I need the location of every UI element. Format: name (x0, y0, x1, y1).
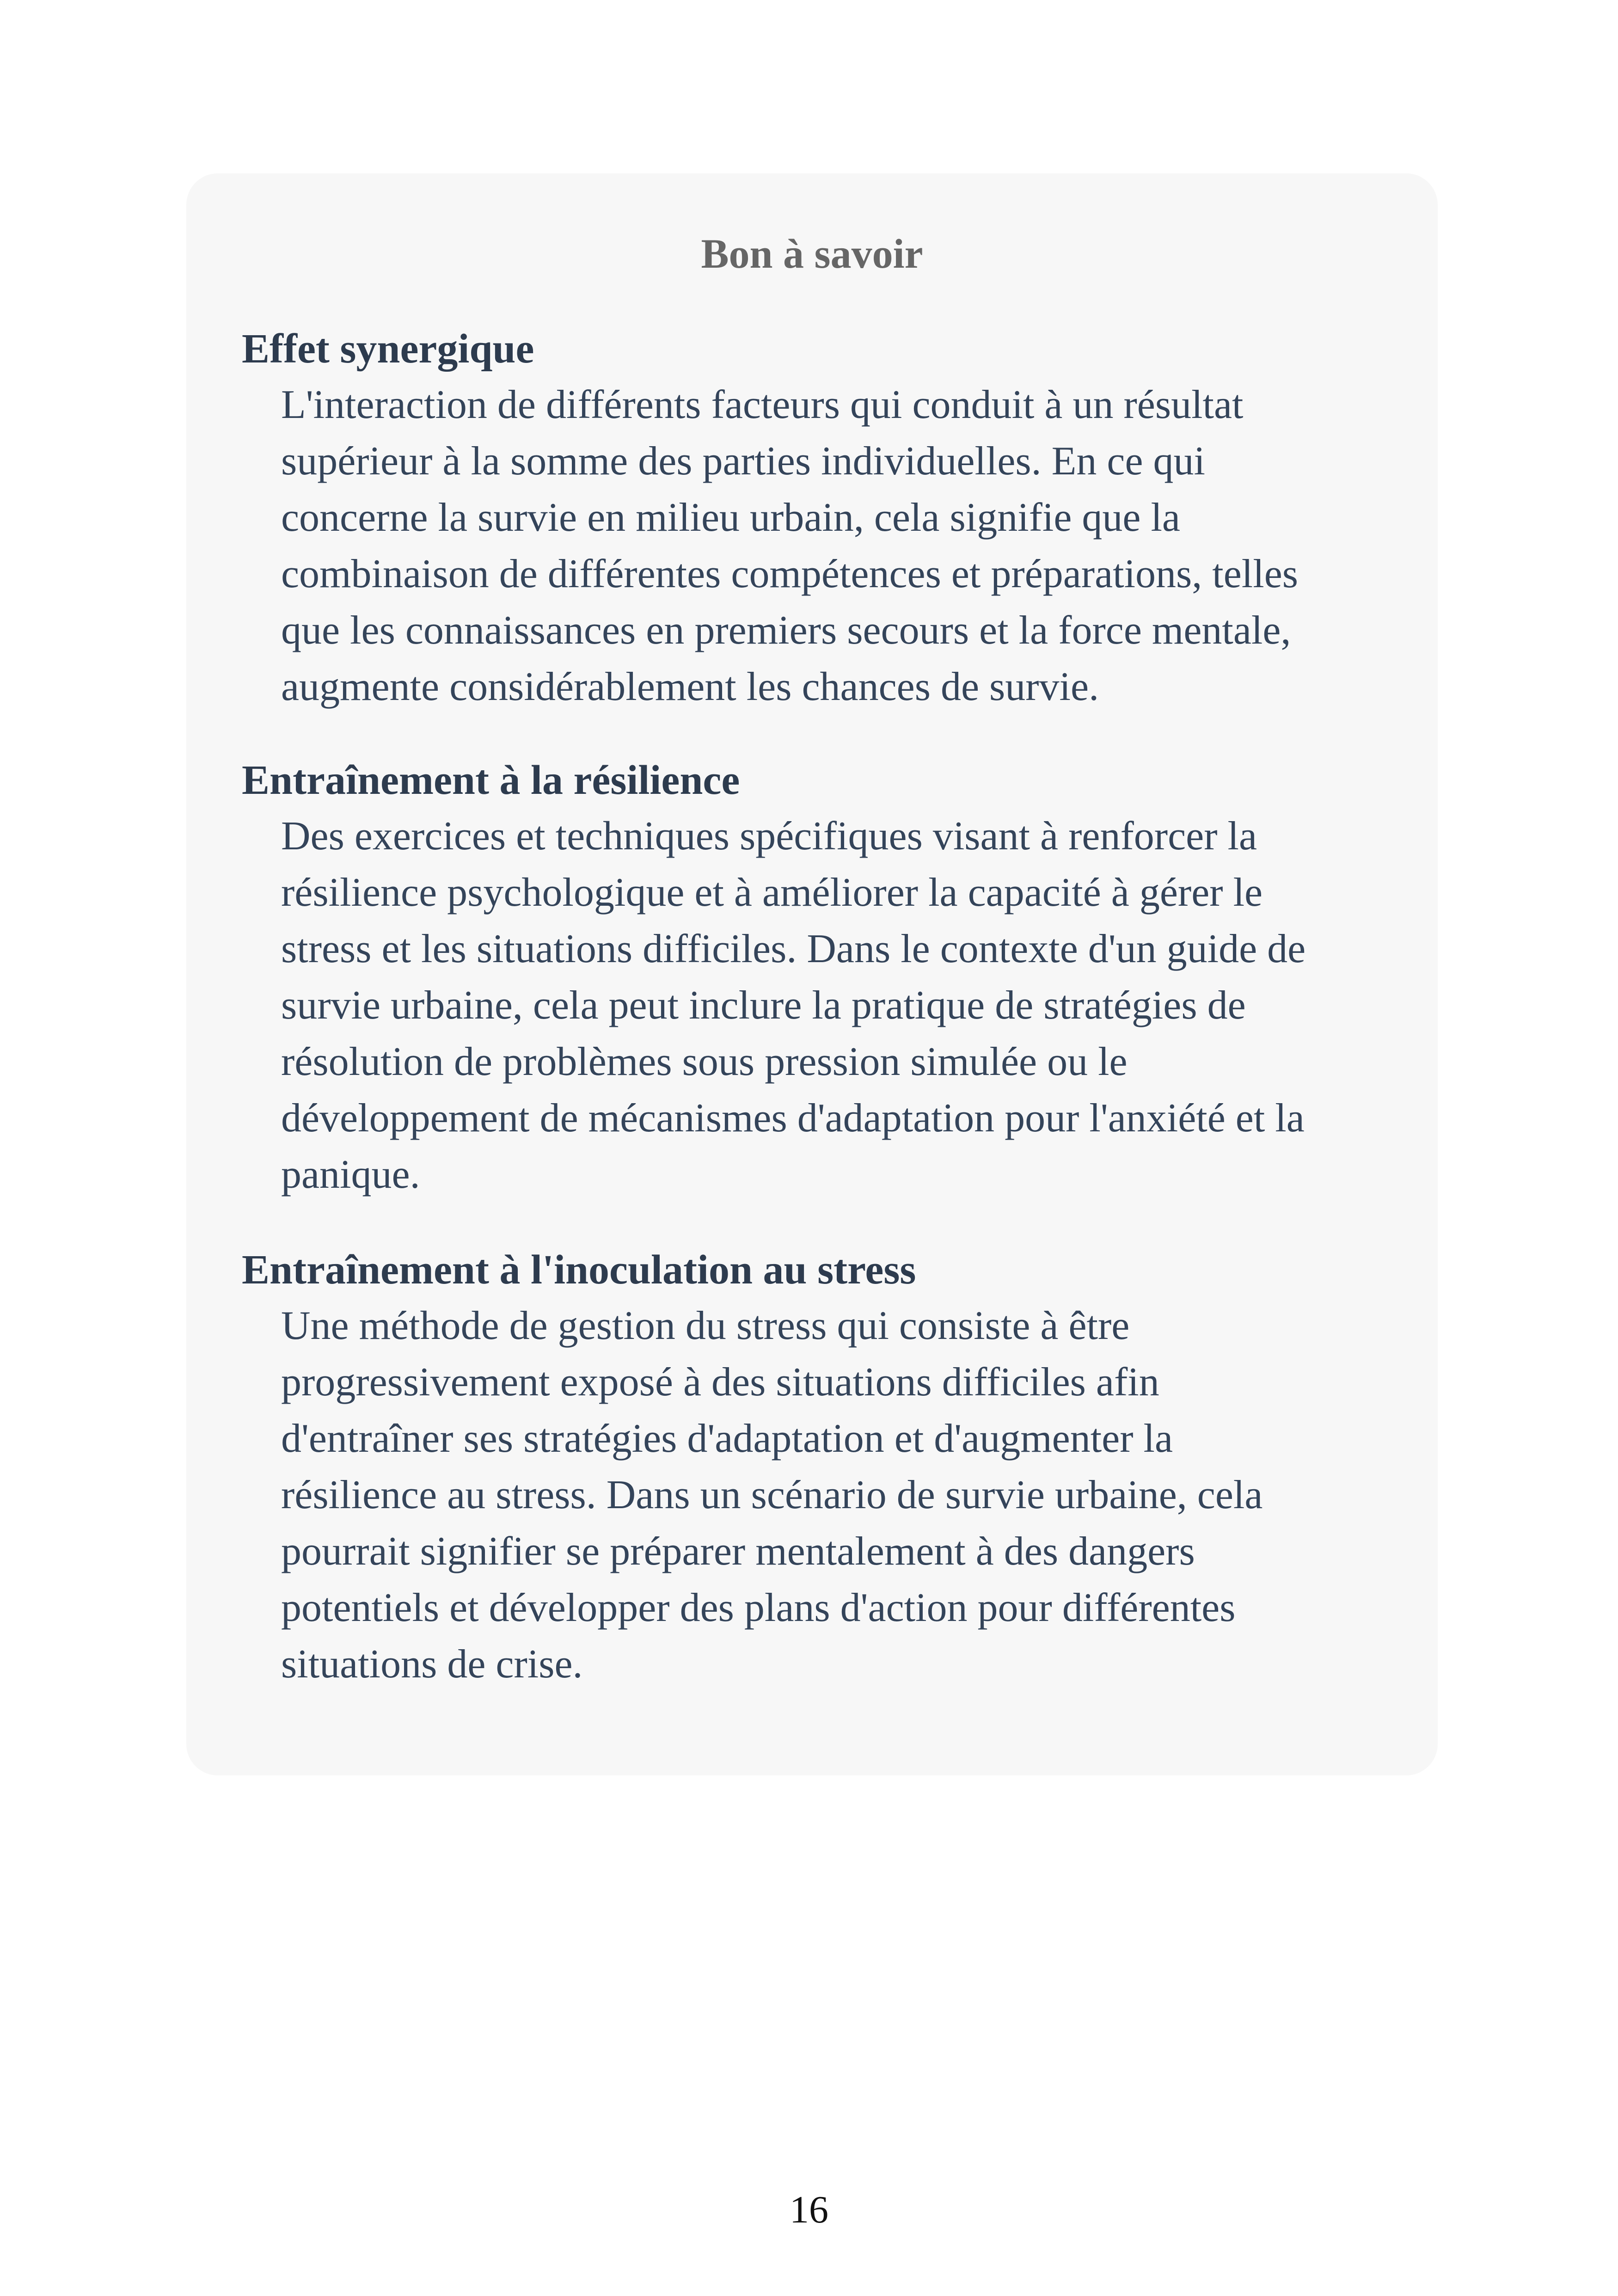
glossary-entry (242, 321, 1388, 715)
info-box-title: Bon à savoir (701, 231, 923, 277)
glossary-definition: Une méthode de gestion du stress qui consiste à être progressivement exposé à des situations difficiles afin d'entraîner ses stratégies d'adaptation et d'augmenter la résilience au stress. Dans un scénario de survie urbaine, cela pourrait signifier se préparer mentalement à des dangers potentiels et développer des plans d'action pour différentes situations de crise. (281, 1303, 1263, 1687)
info-box (186, 173, 1438, 1775)
glossary-definition: Des exercices et techniques spécifiques visant à renforcer la résilience psychologique et à améliorer la capacité à gérer le stress et les situations difficiles. Dans le contexte d'un guide de survie urbaine, cela peut inclure la pratique de stratégies de résolution de problèmes sous pression simulée ou le développement de mécanismes d'adaptation pour l'anxiété et la panique. (281, 814, 1306, 1197)
glossary-entry (242, 1242, 1388, 1693)
glossary-term: Entraînement à l'inoculation au stress (242, 1247, 916, 1293)
glossary-term: Entraînement à la résilience (242, 757, 740, 803)
glossary-term: Effet synergique (242, 326, 534, 372)
page-number: 16 (790, 2188, 828, 2231)
glossary-definition: L'interaction de différents facteurs qui conduit à un résultat supérieur à la somme des parties individuelles. En ce qui concerne la survie en milieu urbain, cela signifie que la combinaison de différentes compétences et préparations, telles que les connaissances en premiers secours et la force mentale, augmente considérablement les chances de survie. (281, 382, 1298, 709)
glossary-entry (242, 753, 1388, 1203)
